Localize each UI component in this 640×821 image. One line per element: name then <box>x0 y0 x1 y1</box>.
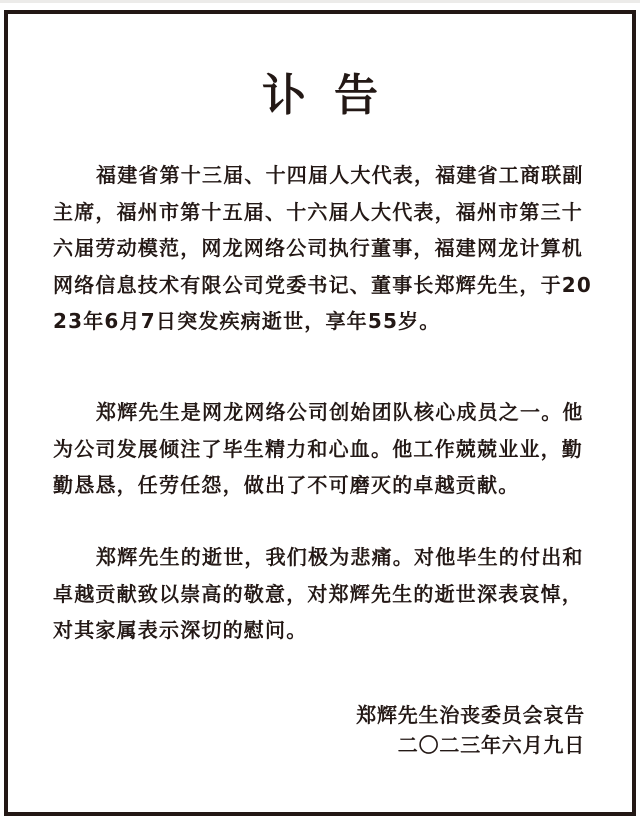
paragraph-condolence: 郑辉先生的逝世，我们极为悲痛。对他毕生的付出和卓越贡献致以崇高的敬意，对郑辉先生的逝世深表哀悼，对其家属表示深切的慰问。 <box>53 545 584 642</box>
paragraph-tribute: 郑辉先生是网龙网络公司创始团队核心成员之一。他为公司发展倾注了毕生精力和心血。他工作兢兢业业，勤勤恳恳，任劳任怨，做出了不可磨灭的卓越贡献。 <box>53 400 584 497</box>
title-char-2: 告 <box>334 70 378 121</box>
signature-block <box>356 700 585 760</box>
obituary-title <box>0 58 640 134</box>
title-char-1: 讣 <box>262 70 306 121</box>
signature-date: 二〇二三年六月九日 <box>397 733 585 757</box>
top-margin-band <box>0 0 640 3</box>
signature-issuer: 郑辉先生治丧委员会哀告 <box>356 703 585 727</box>
paragraph-announcement: 福建省第十三届、十四届人大代表，福建省工商联副主席，福州市第十五届、十六届人大代表，福州市第三十六届劳动模范，网龙网络公司执行董事，福建网龙计算机网络信息技术有限公司党委书记、董事长郑辉先生，于2023年6月7日突发疾病逝世，享年55岁。 <box>53 163 593 333</box>
